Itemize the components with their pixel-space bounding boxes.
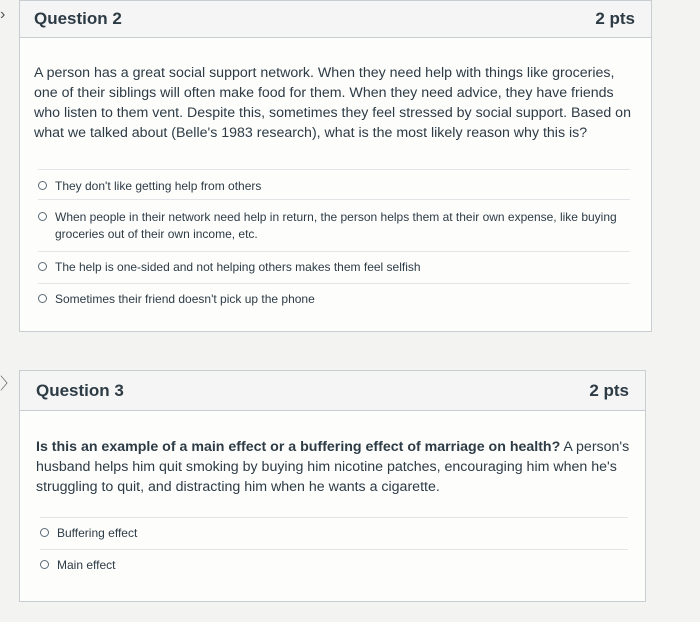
answer-option[interactable] [40, 517, 628, 549]
question-3-title: Question 3 [36, 380, 124, 400]
question-3-prompt-rest: A person's husband helps him quit smoking by buying him nicotine patches, encouraging him when he's struggling to quit, and distracting him when he wants a cigarette. [36, 439, 630, 495]
question-2-answers [38, 169, 630, 315]
flag-question-icon[interactable]: 〉 [0, 376, 17, 393]
question-2-card [19, 0, 652, 332]
radio-button-icon[interactable] [40, 560, 49, 569]
answer-option[interactable] [38, 199, 630, 251]
question-3-card [19, 370, 646, 602]
radio-button-icon[interactable] [38, 181, 47, 190]
question-3-prompt-bold: Is this an example of a main effect or a buffering effect of marriage on health? [36, 439, 561, 455]
question-2-header [20, 1, 651, 38]
answer-option[interactable] [38, 169, 630, 199]
question-2-prompt: A person has a great social support network. When they need help with things like groceries, one of their siblings will often make food for them. When they need advice, they have friends who listen to them vent. Despite this, sometimes they feel stressed by social support. Based on what we talked about (Belle's 1983 research), what is the most likely reason why this is? [34, 65, 631, 141]
flag-question-icon[interactable]: › [0, 6, 6, 23]
radio-button-icon[interactable] [38, 212, 47, 221]
radio-button-icon[interactable] [40, 528, 49, 537]
answer-label: The help is one-sided and not helping others makes them feel selfish [55, 260, 421, 274]
answer-label: They don't like getting help from others [55, 179, 262, 193]
question-3-prompt [36, 437, 630, 497]
answer-label: When people in their network need help in return, the person helps them at their own expense, like buying groceries out of their own income, etc. [55, 210, 617, 241]
answer-label: Main effect [57, 558, 116, 572]
radio-button-icon[interactable] [38, 262, 47, 271]
answer-label: Sometimes their friend doesn't pick up the phone [55, 292, 315, 306]
question-3-answers [40, 517, 628, 581]
answer-option[interactable] [38, 251, 630, 283]
radio-button-icon[interactable] [38, 294, 47, 303]
question-3-points: 2 pts [589, 380, 629, 400]
question-2-points: 2 pts [595, 9, 635, 28]
answer-option[interactable] [40, 549, 628, 581]
question-2-title: Question 2 [34, 9, 122, 28]
answer-label: Buffering effect [57, 526, 138, 540]
question-3-header [20, 371, 645, 411]
answer-option[interactable] [38, 283, 630, 315]
